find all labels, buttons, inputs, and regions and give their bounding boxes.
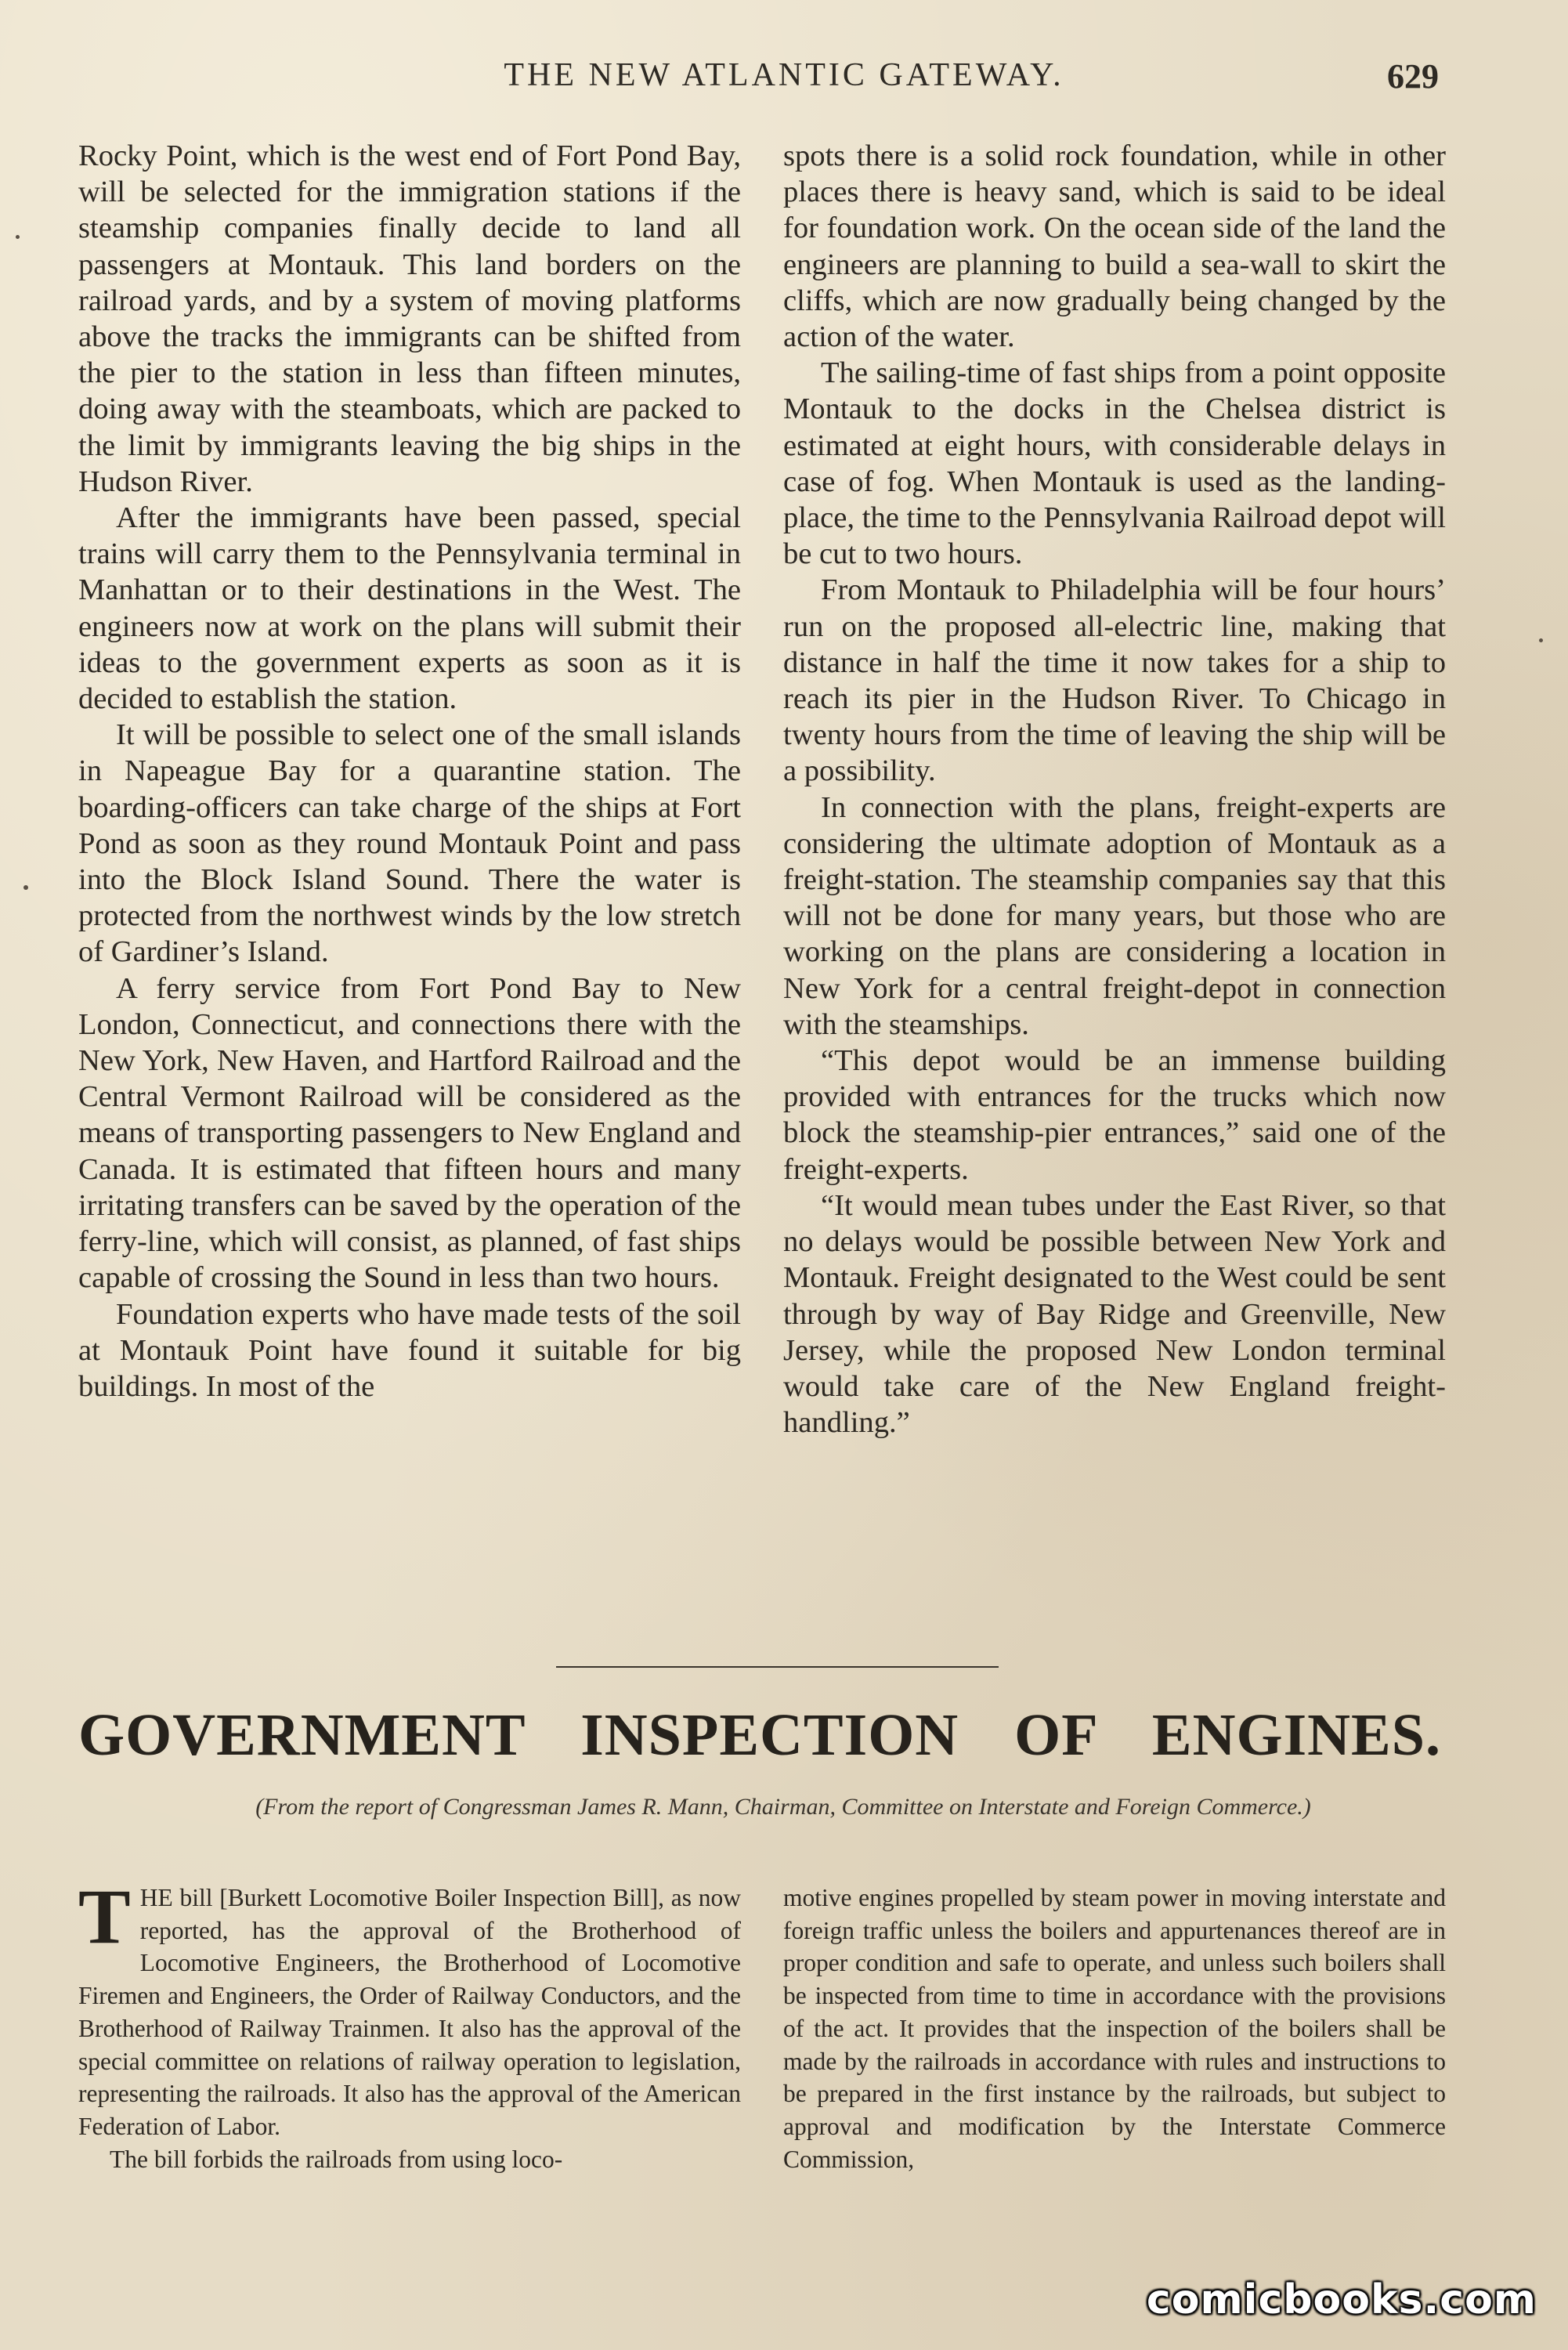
watermark: comicbooks.com <box>1146 2276 1537 2323</box>
paragraph: The sailing-time of fast ships from a point opposite Montauk to the docks in the Chelsea district is estimated at eight hours, with considerable delays in case of fog. When Montauk is used as the landing-place, the time to the Pennsylvania Railroad depot will be cut to two hours. <box>783 356 1446 571</box>
right-column <box>783 138 1446 1441</box>
drop-cap: T <box>78 1873 131 1960</box>
paragraph: In connection with the plans, freight-experts are considering the ultimate adoption of Montauk as a freight-station. The steamship companies say that this will not be done for many years, but those who are working on the plans are considering a location in New York for a central freight-depot in connection with the steamships. <box>783 790 1446 1041</box>
article-headline: GOVERNMENT INSPECTION OF ENGINES. <box>78 1702 1441 1768</box>
paragraph: Rocky Point, which is the west end of Fort Pond Bay, will be selected for the immigration stations if the steamship companies finally decide to land all passengers at Montauk. This land borders on the railroad yards, and by a system of moving platforms above the tracks the immigrants can be shifted from the pier to the station in less than fifteen minutes, doing away with the steamboats, which are packed to the limit by immigrants leaving the big ships in the Hudson River. <box>78 139 741 498</box>
running-head <box>0 56 1568 103</box>
paragraph: A ferry service from Fort Pond Bay to New London, Connecticut, and connections there with the New York, New Haven, and Hartford Railroad and the Central Vermont Railroad will be considered as the means of transporting passengers to New England and Canada. It is estimated that fifteen hours and many irritating transfers can be saved by the operation of the ferry-line, which will consist, as planned, of fast ships capable of crossing the Sound in less than two hours. <box>78 971 741 1295</box>
paragraph: From Montauk to Philadelphia will be four hours’ run on the proposed all-electric line, making that distance in half the time it now takes for a ship to reach its pier in the Hudson River. To Chicago in twenty hours from the time of leaving the ship will be a possibility. <box>783 573 1446 788</box>
paragraph: Foundation experts who have made tests of the soil at Montauk Point have found it suitable for big buildings. In most of the <box>78 1297 741 1403</box>
paper-speck <box>16 235 20 239</box>
paragraph: motive engines propelled by steam power in moving interstate and foreign traffic unless the boilers and appurtenances thereof are in proper condition and safe to operate, and unless such boilers shall be inspected from time to time in accordance with the provisions of the act. It provides that the inspection of the boilers shall be made by the railroads in accordance with rules and instructions to be prepared in the first instance by the railroads, but subject to approval and modification by the Interstate Commerce Commission, <box>783 1884 1446 2173</box>
paragraph: spots there is a solid rock foundation, while in other places there is heavy sand, which is said to be ideal for foundation work. On the ocean side of the land the engineers are planning to build a sea-wall to skirt the cliffs, which are now gradually being changed by the action of the water. <box>783 139 1446 354</box>
paragraph: “This depot would be an immense building provided with entrances for the trucks which now block the steamship-pier entrances,” said one of the freight-experts. <box>783 1044 1446 1186</box>
paragraph: It will be possible to select one of the small islands in Napeague Bay for a quarantine station. The boarding-officers can take charge of the ships at Fort Pond as soon as they round Montauk Point and pass into the Block Island Sound. There the water is protected from the northwest winds by the low stretch of Gardiner’s Island. <box>78 718 741 969</box>
lead-paragraph-text: HE bill [Burkett Locomotive Boiler Inspection Bill], as now reported, has the approval of the Brotherhood of Locomotive Engineers, the Brotherhood of Locomotive Firemen and Engineers, the Order of Railway Conductors, and the Brotherhood of Railway Trainmen. It also has the approval of the special committee on relations of railway operation to legislation, representing the railroads. It also has the approval of the American Federation of Labor. <box>78 1884 741 2140</box>
running-title: THE NEW ATLANTIC GATEWAY. <box>504 57 1064 93</box>
paragraph: After the immigrants have been passed, special trains will carry them to the Pennsylvania terminal in Manhattan or to their destinations in the West. The engineers now at work on the plans will submit their ideas to the government experts as soon as it is decided to establish the station. <box>78 501 741 716</box>
lead-paragraph <box>78 1873 741 2143</box>
article-right-column <box>783 1882 1446 2175</box>
left-column <box>78 138 741 1405</box>
section-divider <box>556 1666 999 1668</box>
paragraph: “It would mean tubes under the East River, so that no delays would be possible between New York and Montauk. Freight designated to the West could be sent through by way of Bay Ridge and Greenville, New Jersey, while the proposed New London terminal would take care of the New England freight-handling.” <box>783 1188 1446 1440</box>
article-source-note: (From the report of Congressman James R. Mann, Chairman, Committee on Interstate and Foreign Commerce.) <box>255 1794 1311 1820</box>
paper-speck <box>1539 638 1543 642</box>
article-left-column <box>78 1873 741 2175</box>
paper-speck <box>23 885 28 890</box>
paragraph: The bill forbids the railroads from using loco- <box>110 2145 563 2173</box>
page-number: 629 <box>1387 57 1439 96</box>
